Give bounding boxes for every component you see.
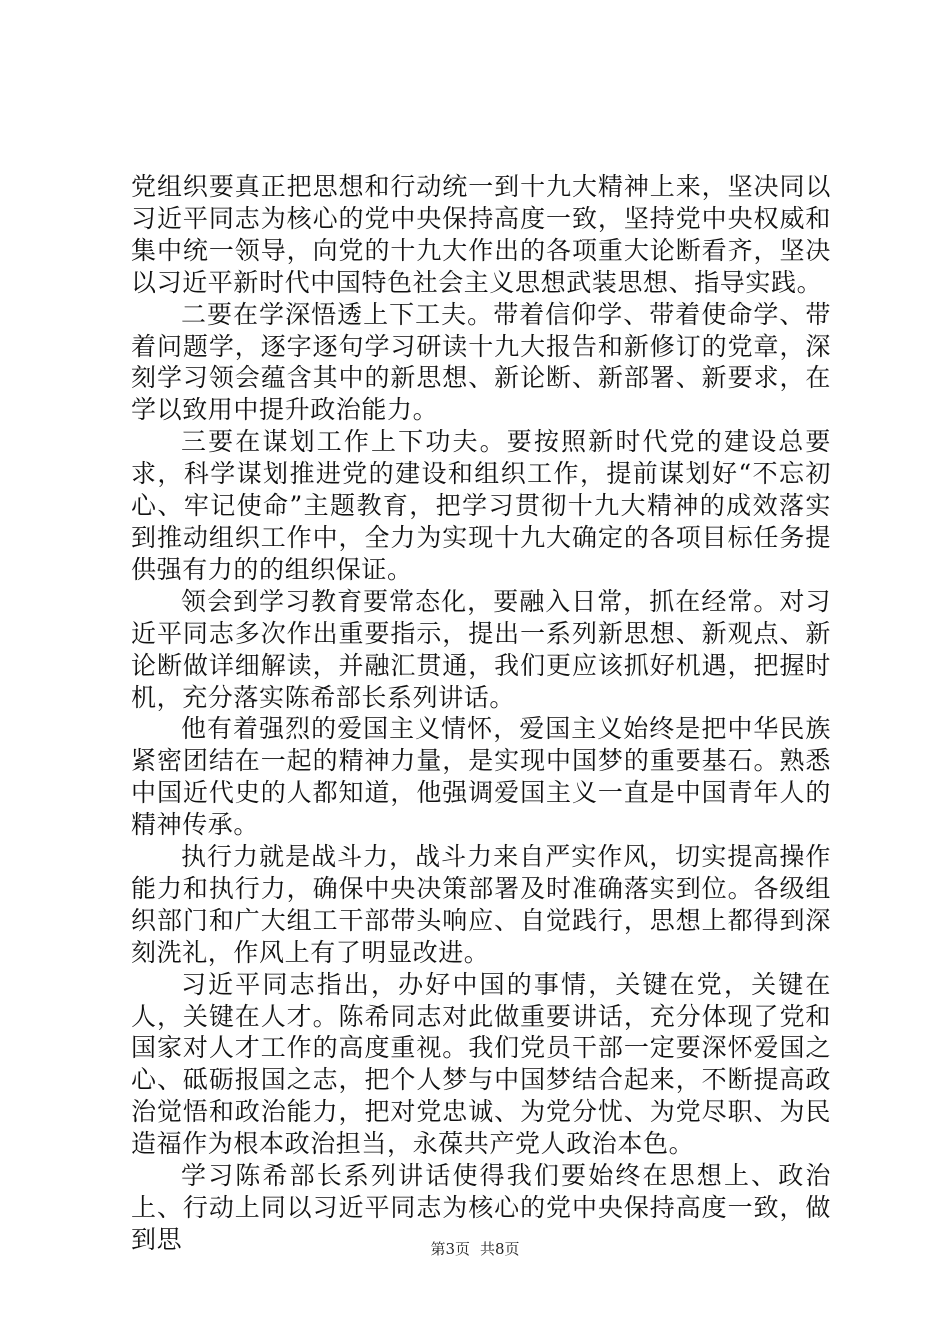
page-footer <box>0 1238 950 1259</box>
paragraph-5: 他有着强烈的爱国主义情怀，爱国主义始终是把中华民族紧密团结在一起的精神力量，是实现中国梦的重要基石。熟悉中国近代史的人都知道，他强调爱国主义一直是中国青年人的精神传承。 <box>131 714 831 840</box>
paragraph-3: 三要在谋划工作上下功夫。要按照新时代党的建设总要求，科学谋划推进党的建设和组织工作，提前谋划好“不忘初心、牢记使命”主题教育，把学习贯彻十九大精神的成效落实到推动组织工作中，全力为实现十九大确定的各项目标任务提供强有力的的组织保证。 <box>131 427 831 584</box>
page-total: 共8页 <box>480 1240 520 1258</box>
paragraph-8: 学习陈希部长系列讲话使得我们要始终在思想上、政治上、行动上同以习近平同志为核心的党中央保持高度一致，做到思 <box>131 1161 831 1254</box>
paragraph-7: 习近平同志指出，办好中国的事情，关键在党，关键在人，关键在人才。陈希同志对此做重要讲话，充分体现了党和国家对人才工作的高度重视。我们党员干部一定要深怀爱国之心、砥砺报国之志，把个人梦与中国梦结合起来，不断提高政治觉悟和政治能力，把对党忠诚、为党分忧、为党尽职、为民造福作为根本政治担当，永葆共产党人政治本色。 <box>131 969 831 1159</box>
page-number: 第3页 <box>430 1240 470 1258</box>
paragraph-4: 领会到学习教育要常态化，要融入日常，抓在经常。对习近平同志多次作出重要指示，提出一系列新思想、新观点、新论断做详细解读，并融汇贯通，我们更应该抓好机遇，把握时机，充分落实陈希部长系列讲话。 <box>131 586 831 712</box>
paragraph-2: 二要在学深悟透上下工夫。带着信仰学、带着使命学、带着问题学，逐字逐句学习研读十九大报告和新修订的党章，深刻学习领会蕴含其中的新思想、新论断、新部署、新要求，在学以致用中提升政治能力。 <box>131 299 831 425</box>
paragraph-1: 党组织要真正把思想和行动统一到十九大精神上来，坚决同以习近平同志为核心的党中央保持高度一致，坚持党中央权威和集中统一领导，向党的十九大作出的各项重大论断看齐，坚决以习近平新时代中国特色社会主义思想武装思想、指导实践。 <box>131 172 831 297</box>
paragraph-6: 执行力就是战斗力，战斗力来自严实作风，切实提高操作能力和执行力，确保中央决策部署及时准确落实到位。各级组织部门和广大组工干部带头响应、自觉践行，思想上都得到深刻洗礼，作风上有了明显改进。 <box>131 842 831 967</box>
document-body <box>131 171 831 1256</box>
